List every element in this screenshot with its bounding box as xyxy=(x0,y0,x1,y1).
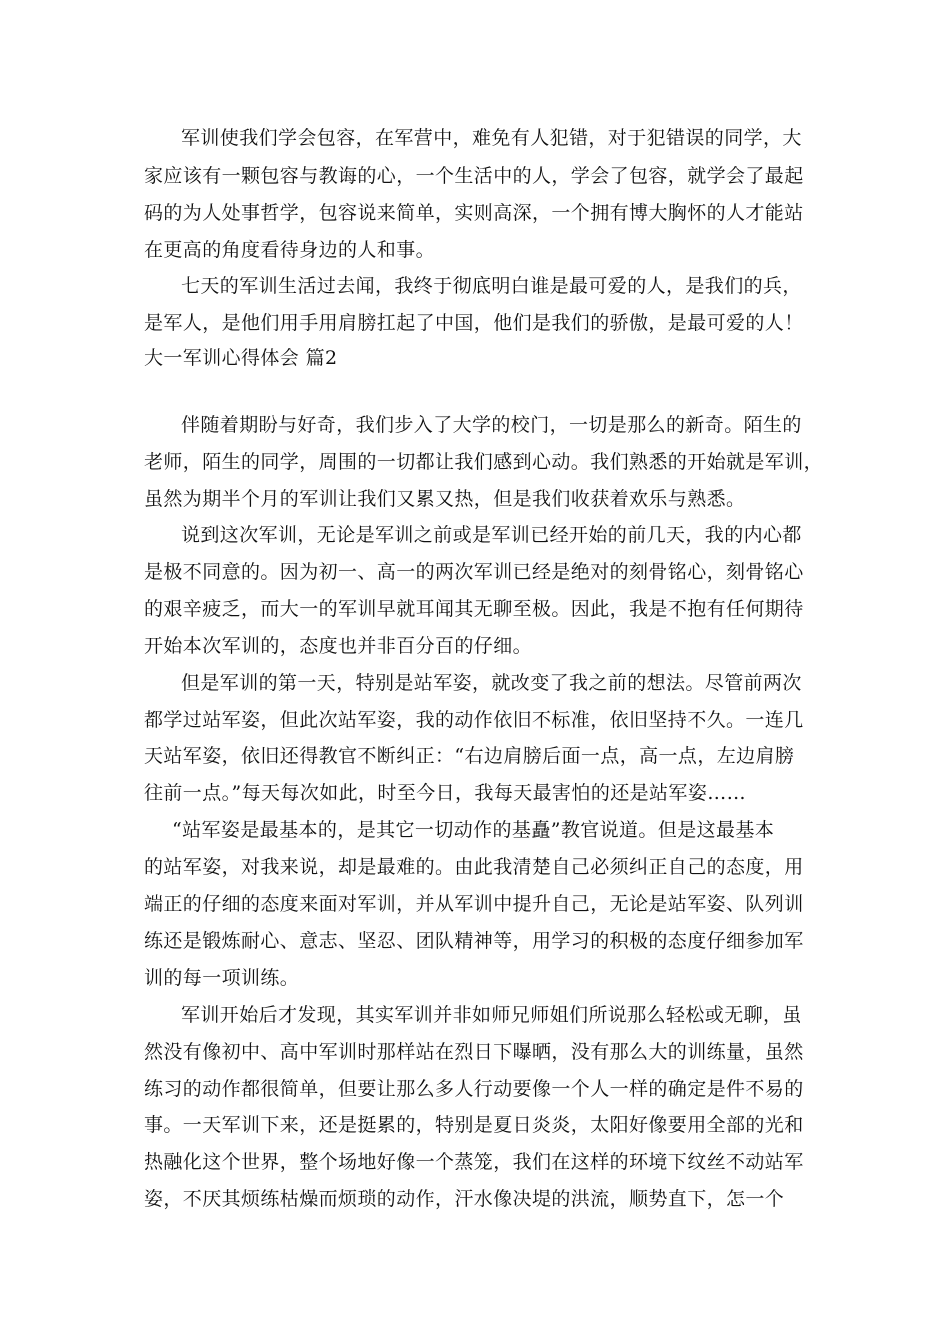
paragraph-line: 往前一点。”每天每次如此，时至今日，我每天最害怕的还是站军姿…… xyxy=(144,782,747,804)
paragraph-line: 的站军姿，对我来说，却是最难的。由此我清楚自己必须纠正自己的态度，用 xyxy=(144,856,804,878)
paragraph-line: 开始本次军训的，态度也并非百分百的仔细。 xyxy=(144,635,533,657)
paragraph-line: 都学过站军姿，但此次站军姿，我的动作依旧不标准，依旧坚持不久。一连几 xyxy=(144,709,804,731)
paragraph-line: 军训开始后才发现，其实军训并非如师兄师姐们所说那么轻松或无聊，虽 xyxy=(181,1004,802,1026)
paragraph-line: 练还是锻炼耐心、意志、坚忍、团队精神等，用学习的积极的态度仔细参加军 xyxy=(144,930,804,952)
paragraph-line: 伴随着期盼与好奇，我们步入了大学的校门，一切是那么的新奇。陌生的 xyxy=(181,414,802,436)
paragraph-line: 然没有像初中、高中军训时那样站在烈日下曝晒，没有那么大的训练量，虽然 xyxy=(144,1041,804,1063)
paragraph-line: 姿，不厌其烦练枯燥而烦琐的动作，汗水像决堤的洪流，顺势直下，怎一个 xyxy=(144,1188,785,1210)
paragraph-line: 但是军训的第一天，特别是站军姿，就改变了我之前的想法。尽管前两次 xyxy=(181,672,802,694)
paragraph-line: 天站军姿，依旧还得教官不断纠正：“右边肩膀后面一点，高一点，左边肩膀 xyxy=(144,745,795,767)
paragraph-line: 老师，陌生的同学，周围的一切都让我们感到心动。我们熟悉的开始就是军训， xyxy=(144,451,824,473)
paragraph-line: 码的为人处事哲学，包容说来简单，实则高深，一个拥有博大胸怀的人才能站 xyxy=(144,202,804,224)
paragraph-line: “站军姿是最基本的，是其它一切动作的基矗”教官说道。但是这最基本 xyxy=(172,819,775,841)
paragraph-line: 在更高的角度看待身边的人和事。 xyxy=(144,239,436,261)
paragraph-line: 练习的动作都很简单，但要让那么多人行动要像一个人一样的确定是件不易的 xyxy=(144,1078,804,1100)
paragraph-line: 端正的仔细的态度来面对军训，并从军训中提升自己，无论是站军姿、队列训 xyxy=(144,893,804,915)
paragraph-line: 军训使我们学会包容，在军营中，难免有人犯错，对于犯错误的同学，大 xyxy=(181,127,802,149)
paragraph-line: 训的每一项训练。 xyxy=(144,967,300,989)
paragraph-line: 虽然为期半个月的军训让我们又累又热，但是我们收获着欢乐与熟悉。 xyxy=(144,488,746,510)
paragraph-line: 七天的军训生活过去闻，我终于彻底明白谁是最可爱的人，是我们的兵， xyxy=(181,275,802,297)
paragraph-line: 是极不同意的。因为初一、高一的两次军训已经是绝对的刻骨铭心，刻骨铭心 xyxy=(144,561,804,583)
paragraph-line: 热融化这个世界，整个场地好像一个蒸笼，我们在这样的环境下纹丝不动站军 xyxy=(144,1151,804,1173)
paragraph-line: 事。一天军训下来，还是挺累的，特别是夏日炎炎，太阳好像要用全部的光和 xyxy=(144,1114,804,1136)
paragraph-line: 是军人，是他们用手用肩膀扛起了中国，他们是我们的骄傲，是最可爱的人！ xyxy=(144,312,804,334)
section-heading: 大一军训心得体会 篇2 xyxy=(144,347,338,369)
paragraph-line: 家应该有一颗包容与教诲的心，一个生活中的人，学会了包容，就学会了最起 xyxy=(144,165,804,187)
paragraph-line: 说到这次军训，无论是军训之前或是军训已经开始的前几天，我的内心都 xyxy=(181,524,802,546)
paragraph-line: 的艰辛疲乏，而大一的军训早就耳闻其无聊至极。因此，我是不抱有任何期待 xyxy=(144,598,804,620)
